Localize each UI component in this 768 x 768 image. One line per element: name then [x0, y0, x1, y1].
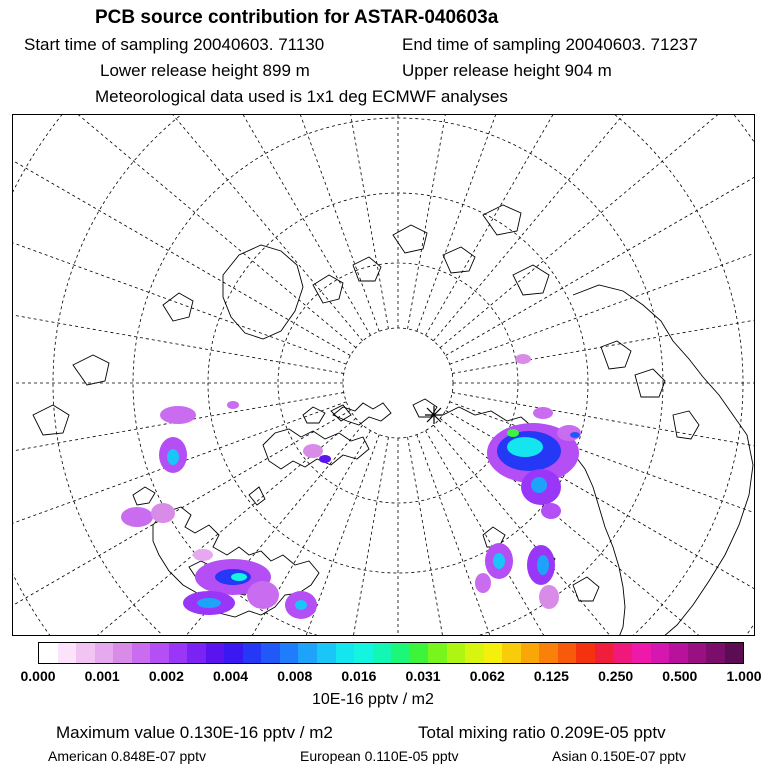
color-scale-bar [38, 642, 744, 664]
color-scale-swatch [669, 643, 688, 663]
meridian-line [13, 144, 346, 365]
color-scale-swatch [187, 643, 206, 663]
color-scale-swatch [484, 643, 503, 663]
color-scale-swatch [651, 643, 670, 663]
meridian-line [450, 144, 755, 365]
european-contribution-label: European 0.110E-05 pptv [300, 748, 459, 764]
color-scale-swatch [317, 643, 336, 663]
coastlines [33, 205, 753, 636]
color-scale-swatch [280, 643, 299, 663]
color-scale-swatch [595, 643, 614, 663]
color-scale-swatch [632, 643, 651, 663]
color-scale-swatch [428, 643, 447, 663]
color-scale-swatch [150, 643, 169, 663]
meridian-line [276, 115, 388, 329]
meridian-line [13, 261, 344, 373]
color-scale-swatch [447, 643, 466, 663]
meridian-line [13, 115, 363, 341]
plot-title: PCB source contribution for ASTAR-040603a [95, 7, 499, 28]
meridian-line [450, 402, 755, 623]
color-scale-swatch [706, 643, 725, 663]
color-scale-tick-label: 0.125 [533, 668, 569, 684]
color-scale-swatch [725, 643, 744, 663]
asian-contribution-label: Asian 0.150E-07 pptv [552, 748, 686, 764]
color-scale-swatch [243, 643, 262, 663]
meridian-line [13, 402, 346, 623]
meridian-line [433, 115, 755, 341]
end-time-label: End time of sampling 20040603. 71237 [402, 35, 698, 54]
color-scale-swatch [539, 643, 558, 663]
pole-marker [425, 406, 443, 424]
plume-central-asia [475, 543, 559, 609]
total-mixing-ratio-label: Total mixing ratio 0.209E-05 pptv [418, 723, 666, 742]
color-scale-swatch [373, 643, 392, 663]
meridian-line [452, 261, 755, 373]
map-canvas [13, 115, 755, 636]
color-scale-swatch [224, 643, 243, 663]
color-scale-tick-label: 0.008 [277, 668, 313, 684]
color-scale-tick-label: 0.016 [341, 668, 377, 684]
color-scale-tick-label: 0.001 [84, 668, 120, 684]
color-scale-swatch [391, 643, 410, 663]
color-scale-tick-label: 0.000 [20, 668, 56, 684]
color-scale-tick-label: 0.002 [148, 668, 184, 684]
color-scale-tick-label: 1.000 [726, 668, 762, 684]
start-time-label: Start time of sampling 20040603. 71130 [24, 35, 325, 54]
meridian-line [159, 115, 380, 331]
color-scale-swatch [206, 643, 225, 663]
color-scale-swatch [688, 643, 707, 663]
latitude-circle [278, 263, 518, 503]
meridian-line [408, 115, 520, 329]
polar-stereographic-map [12, 114, 755, 636]
american-contribution-label: American 0.848E-07 pptv [48, 748, 206, 764]
color-scale-tick-label: 0.062 [469, 668, 505, 684]
color-scale-tick-label: 0.031 [405, 668, 441, 684]
color-scale-tick-label: 0.004 [213, 668, 249, 684]
color-scale-swatch [76, 643, 95, 663]
color-scale-swatch [576, 643, 595, 663]
color-scale-swatch [354, 643, 373, 663]
color-scale-swatch [521, 643, 540, 663]
meridian-line [426, 115, 749, 335]
color-scale-swatch [502, 643, 521, 663]
color-scale-swatch [95, 643, 114, 663]
maximum-value-label: Maximum value 0.130E-16 pptv / m2 [56, 723, 333, 742]
color-scale-swatch [58, 643, 77, 663]
color-scale-swatch [113, 643, 132, 663]
color-scale-tick-label: 0.500 [662, 668, 698, 684]
plume-siberia [487, 354, 581, 519]
lower-release-height-label: Lower release height 899 m [100, 61, 310, 80]
color-scale-swatch [613, 643, 632, 663]
upper-release-height-label: Upper release height 904 m [402, 61, 612, 80]
color-scale-swatch [169, 643, 188, 663]
color-scale-swatch [298, 643, 317, 663]
color-scale-swatch [336, 643, 355, 663]
meridian-line [13, 115, 350, 356]
meridian-line [13, 115, 356, 348]
graticule-lines [13, 115, 755, 636]
color-scale-swatch [558, 643, 577, 663]
latitude-circle [343, 328, 453, 438]
meridian-line [446, 115, 755, 356]
color-scale-swatch [465, 643, 484, 663]
color-scale-swatch [261, 643, 280, 663]
color-scale-swatch [39, 643, 58, 663]
meridian-line [440, 115, 755, 348]
meridian-line [433, 425, 755, 636]
color-scale-tick-label: 0.250 [598, 668, 634, 684]
color-scale-ticks [0, 668, 768, 688]
meridian-line [417, 115, 638, 331]
plume-north-america-west [121, 406, 196, 527]
meteorological-data-label: Meteorological data used is 1x1 deg ECMWF analyses [95, 87, 508, 106]
color-scale-swatch [410, 643, 429, 663]
color-scale-swatch [132, 643, 151, 663]
meridian-line [426, 431, 749, 636]
latitude-circle [13, 115, 755, 636]
color-scale-unit: 10E-16 pptv / m2 [312, 691, 434, 708]
